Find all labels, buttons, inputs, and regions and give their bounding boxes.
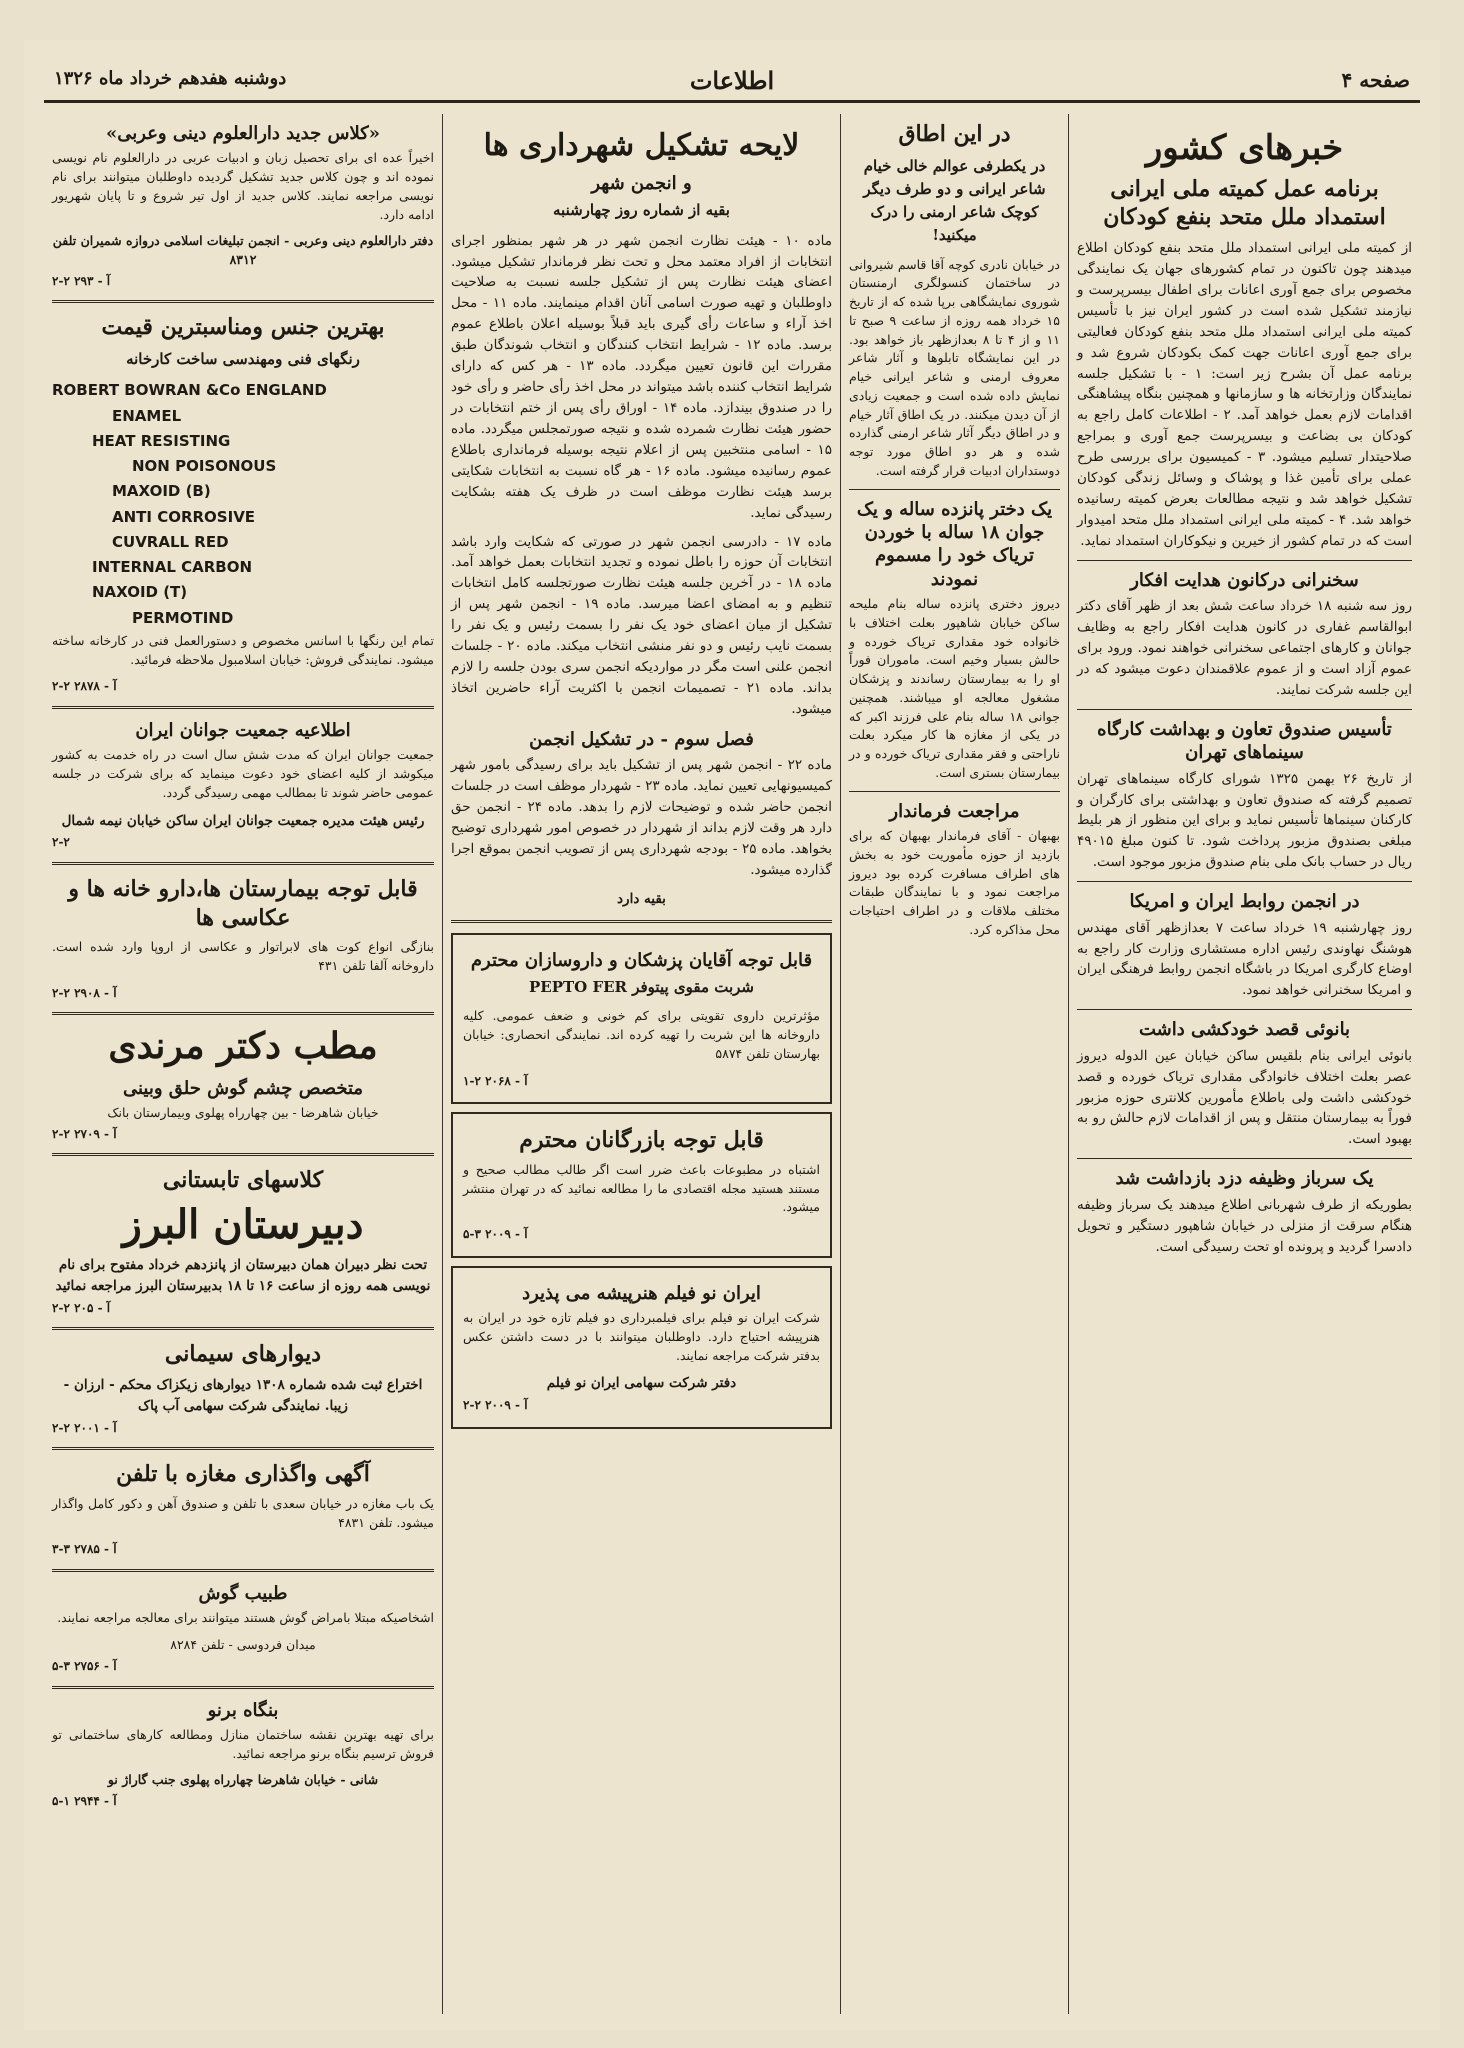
advertisement (451, 1266, 832, 1429)
ad-body: اشخاصیکه مبتلا بامراض گوش هستند میتوانند برای معالجه مراجعه نمایند. (57, 1610, 434, 1626)
ad-body: شرکت ایران نو فیلم برای فیلمبرداری دو فیلم تازه خود در ایران به هنرپیشه احتیاج دارد. داوطلبان میتوانند با در دست داشتن عکس بدفتر شرکت مراجعه نمایند. (463, 1310, 820, 1363)
ad-code: آ - ۲۰۶۸ ۲-۱ (463, 1073, 528, 1088)
ad-address: خیابان شاهرضا - بین چهارراه پهلوی وبیمارستان بانک (107, 1104, 379, 1120)
ad-subtitle: رنگهای فنی ومهندسی ساخت کارخانه (126, 350, 360, 369)
ad-title: قابل توجه آقایان پزشکان و داروسازان محترم (470, 949, 813, 971)
ad-product: HEAT RESISTING (92, 431, 231, 450)
newspaper-page (24, 40, 1440, 2030)
advertisement (52, 1582, 434, 1675)
ad-title: بهترین جنس ومناسبترین قیمت (101, 314, 385, 341)
ad-code: آ - ۲۰۰۱ ۲-۲ (52, 1420, 117, 1435)
article-subheadline: در یکطرفی عوالم خالی خیام شاعر ایرانی و دو طرف دیگر کوچک شاعر ارمنی را درک میکنید! (863, 156, 1046, 245)
article-subheadline: و انجمن شهر (591, 173, 692, 194)
divider (52, 1569, 434, 1572)
ad-code: آ - ۲۷۵۶ ۳-۵ (52, 1658, 117, 1673)
divider (52, 1327, 434, 1330)
ad-code: آ - ۲۰۰۹ ۳-۵ (463, 1227, 528, 1242)
ad-address: شانی - خیابان شاهرضا چهارراه پهلوی جنب گاراژ نو (107, 1772, 379, 1788)
ad-product: CUVRALL RED (112, 532, 229, 551)
article-headline: در انجمن روابط ایران و امریکا (1129, 891, 1360, 913)
ad-body: جمعیت جوانان ایران که مدت شش سال است در راه خدمت به کشور میکوشد از کلیه اعضای خود دعوت مینماید که برای شرکت در جلسه عمومی حاضر شوند تا بمطالب مهمی رسیدگی گردد. (52, 747, 434, 800)
ad-title: مطب دکتر مرندی (108, 1025, 378, 1068)
ad-signature: رئیس هیئت مدیره جمعیت جوانان ایران ساکن خیابان نیمه شمال (61, 812, 425, 829)
divider (1077, 560, 1412, 561)
ad-title: قابل توجه بیمارستان ها،دارو خانه ها و عکاسی ها (68, 876, 418, 931)
news-column (1068, 114, 1420, 2014)
divider (52, 300, 434, 303)
advertisement (52, 1025, 434, 1143)
article-body: در خیابان نادری کوچه آقا قاسم شیروانی در ساختمان کنسولگری ارمنستان شوروی نمایشگاهی برپا شده که از تاریخ ۱۵ خرداد همه روزه از ساعت ۹ صبح تا ۱۱ و از ۴ تا ۸ بعدازظهر باز خواهد بود. در این نمایشگاه تابلوها و آثار شاعر معروف ارمنی و شاعر ایرانی خیام نمایش داده شده است و جمعیت زیادی از آن دیدن میکنند. در یک اطاق آثار خیام و در اطاق دیگر آثار شاعر ارمنی گذارده شده و هر دو اطاق مورد توجه دوستداران ادبیات قرار گرفته است. (849, 256, 1061, 478)
continuation-note: بقیه از شماره روز چهارشنبه (553, 201, 730, 220)
advertisement (52, 1166, 434, 1317)
ad-title: کلاسهای تابستانی (162, 1167, 324, 1194)
ad-product: MAXOID (B) (112, 482, 211, 501)
article-body: بطوریکه از طرف شهربانی اطلاع میدهند یک سرباز وظیفه هنگام سرقت از منزلی در خیابان شاهپور دستگیر و تحویل دادسرا گردید و پرونده او تحت رسیدگی است. (1077, 1196, 1412, 1255)
ad-body: مؤثرترین داروی تقویتی برای کم خونی و ضعف عمومی. کلیه داروخانه ها این شربت را تهیه کرده اند. نمایندگی انحصاری: خیابان بهارستان تلفن ۵۸۷۴ (463, 1008, 820, 1061)
newspaper-title: اطلاعات (689, 66, 775, 95)
divider (52, 1686, 434, 1689)
divider (1077, 709, 1412, 710)
ad-signature: دفتر شرکت سهامی ایران نو فیلم (546, 1375, 737, 1392)
divider (1077, 881, 1412, 882)
ad-body: یک باب مغازه در خیابان سعدی با تلفن و صندوق آهن و دکور کامل واگذار میشود. تلفن ۴۸۳۱ (52, 1495, 434, 1530)
divider (849, 489, 1060, 490)
page-number: صفحه ۴ (1341, 68, 1410, 92)
ads-column (44, 114, 442, 2014)
article-section-heading: فصل سوم - در تشکیل انجمن (529, 728, 754, 750)
divider (849, 791, 1060, 792)
divider (1077, 1009, 1412, 1010)
article-headline: بانوئی قصد خودکشی داشت (1138, 1019, 1351, 1041)
advertisement (451, 1112, 832, 1257)
advertisement (451, 933, 832, 1104)
ad-code: آ - ۲۸۷۸ ۲-۲ (52, 679, 117, 694)
advertisement (52, 719, 434, 852)
divider (52, 1447, 434, 1450)
divider (52, 1012, 434, 1015)
advertisement (52, 875, 434, 1002)
ad-code: آ - ۲۷۰۹ ۲-۲ (52, 1126, 117, 1141)
ad-brand: ROBERT BOWRAN &Co ENGLAND (52, 381, 327, 400)
news-column (442, 114, 840, 2014)
ad-code: آ - ۲۷۸۵ ۳-۳ (52, 1542, 117, 1557)
ad-product: NON POISONOUS (132, 457, 277, 476)
article-body: از کمیته ملی ایرانی استمداد ملل متحد بنفع کودکان اطلاع میدهند چون تاکنون در تمام کشورهای جهان یک نمایندگی مخصوص برای جمع آوری اعانات برای اطفال بیسرپرست و نیازمند تشکیل شده است در کشور ایران نیز با تأسیس کمیته ملی ایرانی استمداد ملل متحد بنفع کودکان فعالیتی برای جمع آوری اعانات جهت کمک بکودکان شروع شد و برنامه عمل آن بشرح زیر است: ۱ - با تشکیل جلسه نمایندگان وزارتخانه ها و سازمانها و همچنین بنگاه پیشاهنگی اقدامات لازم بعمل خواهد آمد. ۲ - اطلاعات کامل راجع به کودکان بی بضاعت و بیسرپرست جمع آوری و بمراجع صلاحیتدار تسلیم میشود. ۳ - کمیسیون برای بررسی طرح عملی برای تأمین غذا و پوشاک و وسائل زندگی کودکان تشکیل خواهد شد و نتیجه مطالعات بعرض کمیته رسانیده خواهد شد. ۴ - کمیته ملی ایرانی استمداد ملل متحد امیدوار است که در تمام کشور از خیرین و نیکوکاران استمداد نماید. (1077, 239, 1412, 549)
article-headline: لایحه تشکیل شهرداری ها (483, 128, 800, 163)
advertisement (52, 1699, 434, 1811)
issue-date: دوشنبه هفدهم خرداد ماه ۱۳۲۶ (54, 68, 287, 89)
ad-code: آ - ۲۰۵ ۲-۲ (52, 1300, 111, 1315)
ad-title: ایران نو فیلم هنرپیشه می پذیرد (522, 1282, 761, 1304)
ad-code: آ - ۲۹۳ ۲-۲ (52, 273, 111, 288)
ad-code: آ - ۲۹۴۴ ۱-۵ (52, 1794, 117, 1809)
divider (52, 706, 434, 709)
ad-headline: دبیرستان البرز (122, 1200, 364, 1248)
advertisement (52, 1460, 434, 1559)
article-body: ماده ۱۰ - هیئت نظارت انجمن شهر در هر شهر بمنظور اجرای انتخابات از افراد معتمد محل و تحت نظر فرماندار تشکیل میشود. اعضای هیئت نظارت پس از تشکیل جلسه نسبت به صلاحیت داوطلبان و تهیه صورت اسامی آنان اقدام مینمایند. ماده ۱۱ - محل اخذ آراء و ساعات رأی گیری باید قبلاً بوسیله اعلان باطلاع عموم برسد. ماده ۱۲ - شرایط انتخاب کنندگان و انتخاب شوندگان طبق مقررات این قانون تعیین میگردد. ماده ۱۳ - هر کس که دارای شرایط انتخاب کننده باشد میتواند در محل اخذ رأی حاضر و رأی خود را در صندوق بیندازد. ماده ۱۴ - اوراق رأی پس از ختم انتخابات در حضور هیئت نظارت شمرده شده و نتیجه صورتمجلس میگردد. ماده ۱۵ - اسامی منتخبین پس از اعلام نتیجه بوسیله فرمانداری باطلاع عموم رسانیده میشود. ماده ۱۶ - هر گاه نسبت به انتخابات شکایتی برسد هیئت نظارت موظف است در ظرف یک هفته بشکایت رسیدگی نماید. (451, 232, 833, 521)
ad-body: تمام این رنگها با اسانس مخصوص و دستورالعمل فنی در کارخانه ساخته میشود. نمایندگی فروش: خیابان اسلامبول ملاحظه فرمائید. (52, 632, 434, 667)
article-headline: یک دختر پانزده ساله و یک جوان ۱۸ ساله با خوردن تریاک خود را مسموم نمودند (856, 498, 1053, 590)
article-headline: سخنرانی درکانون هدایت افکار (1130, 569, 1359, 591)
ad-body: تحت نظر دبیران همان دبیرستان از پانزدهم خرداد مفتوح برای نام نویسی همه روزه از ساعت ۱۶ تا ۱۸ بدبیرستان البرز مراجعه نمائید (55, 1256, 431, 1294)
article-body: دیروز دختری پانزده ساله بنام ملیحه ساکن خیابان شاهپور بعلت اختلاف با خانواده خود مقداری تریاک خورده و حالش بسیار وخیم است. ماموران فوراً او را به بیمارستان رساندند و پزشکان مشغول معالجه او میباشند. همچنین جوانی ۱۸ ساله بنام علی فرزند اکبر که در یکی از مغازه ها کار میکرد بعلت ناراحتی و فقر مقداری تریاک خورده و در بیمارستان بستری است. (849, 596, 1060, 780)
divider (52, 1153, 434, 1156)
ad-title: آگهی واگذاری مغازه با تلفن (116, 1461, 370, 1488)
ad-title: قابل توجه بازرگانان محترم (519, 1127, 764, 1154)
masthead-bar (44, 62, 1420, 103)
ad-product: ENAMEL (112, 406, 182, 425)
ad-product: INTERNAL CARBON (92, 558, 253, 577)
article-body: بهبهان - آقای فرماندار بهبهان که برای بازدید از حوزه مأموریت خود به بخش های اطراف مسافرت کرده بود دیروز مراجعت نمود و با نمایندگان طبقات مختلف ملاقات و در اطراف احتیاجات محل مذاکره کرد. (849, 828, 1060, 937)
ad-title: اطلاعیه جمعیت جوانان ایران (135, 719, 351, 741)
ad-title: دیوارهای سیمانی (164, 1341, 322, 1368)
ad-title: طبیب گوش (198, 1583, 288, 1605)
ad-product: PERMOTIND (132, 608, 234, 627)
article-headline: در این اطاق (898, 121, 1011, 147)
article-body: ماده ۲۲ - انجمن شهر پس از تشکیل باید برای رسیدگی بامور شهر کمیسیونهایی تعیین نماید. ماده ۲۳ - شهردار موظف است در جلسات انجمن حاضر شده و توضیحات لازم را بدهد. ماده ۲۴ - انجمن حق دارد هر وقت لازم بداند از شهردار در خصوص امور شهرداری توضیح بخواهد. ماده ۲۵ - بودجه شهرداری پس از تصویب انجمن بموقع اجرا گذارده میشود. (451, 757, 832, 878)
ad-body: بنازگی انواع کوت های لابراتوار و عکاسی از اروپا وارد شده است. داروخانه آلفا تلفن ۴۳۱ (52, 939, 434, 974)
ad-body: اخیراً عده ای برای تحصیل زبان و ادبیات عربی در دارالعلوم نام نویسی نموده اند و چون کلاس جدید تشکیل گردیده داوطلبان میتوانند برای نام نویسی مراجعه نمایند. کلاس جدید از اول تیر شروع و تا پایان شهریور ادامه دارد. (52, 150, 434, 222)
advertisement (52, 122, 434, 290)
ad-body: اشتباه در مطبوعات باعث ضرر است اگر طالب مطالب صحیح و مستند هستید مجله اقتصادی ما را مطالعه نمائید که در تهران منتشر میشود. (463, 1161, 820, 1215)
section-title: خبرهای کشور (1145, 128, 1344, 168)
ad-code: آ - ۲۹۰۸ ۲-۲ (52, 985, 117, 1000)
news-column (840, 114, 1068, 2014)
ad-product: NAXOID (T) (92, 583, 188, 602)
ad-subtitle: شربت مقوی پیتوفر PEPTO FER (529, 978, 754, 997)
ad-title: بنگاه برنو (207, 1699, 279, 1721)
article-body: ماده ۱۷ - دادرسی انجمن شهر در صورتی که شکایت وارد باشد انتخابات آن حوزه را باطل نموده و تجدید انتخابات بعمل خواهد آمد. ماده ۱۸ - در آخرین جلسه هیئت نظارت صورتجلسه کامل انتخابات تنظیم و به امضای اعضا میرسد. ماده ۱۹ - انجمن شهر پس از تشکیل از میان اعضای خود یک نفر را بسمت رئیس و یک نفر را بسمت نایب رئیس و دو نفر منشی انتخاب میکند. ماده ۲۰ - جلسات انجمن علنی است مگر در مواردیکه انجمن سری بودن جلسه را لازم بداند. ماده ۲۱ - تصمیمات انجمن با اکثریت آراء حاضرین اتخاذ میشود. (451, 533, 832, 717)
article-headline: مراجعت فرماندار (889, 800, 1020, 822)
article-body: روز چهارشنبه ۱۹ خرداد ساعت ۷ بعدازظهر آقای مهندس هوشنگ نهاوندی رئیس اداره مستشاری وزارت کار راجع به اوضاع کارگری امریکا در باشگاه انجمن روابط فرهنگی ایران و امریکا سخنرانی خواهد نمود. (1077, 919, 1412, 999)
ad-code: ۲-۲ (52, 835, 70, 850)
advertisement (52, 1340, 434, 1437)
article-headline: تأسیس صندوق تعاون و بهداشت کارگاه سینماهای تهران (1097, 718, 1392, 764)
article-body: بانوئی ایرانی بنام بلقیس ساکن خیابان عین الدوله دیروز عصر بعلت اختلاف خانوادگی مقداری تریاک خورده و قصد خودکشی داشت ولی باطلاع مأمورین کلانتری حوزه مزبور فوراً به بیمارستان منتقل و پس از اقدامات لازم حالش رو به بهبود است. (1077, 1047, 1412, 1148)
ad-product: ANTI CORROSIVE (112, 507, 256, 526)
ad-title: «کلاس جدید دارالعلوم دینی وعربی» (106, 123, 380, 144)
ad-address: میدان فردوسی - تلفن ۸۲۸۴ (170, 1637, 316, 1653)
divider (1077, 1158, 1412, 1159)
ad-body: اختراع ثبت شده شماره ۱۳۰۸ دیوارهای زیکزاک محکم - ارزان - زیبا. نمایندگی شرکت سهامی آب پاک (63, 1376, 423, 1414)
ad-address: دفتر دارالعلوم دینی وعربی - انجمن تبلیغات اسلامی دروازه شمیران تلفن ۸۳۱۲ (52, 233, 434, 268)
advertisement (52, 313, 434, 695)
divider (451, 920, 832, 923)
divider (52, 862, 434, 865)
ad-subtitle: متخصص چشم گوش حلق وبینی (122, 1077, 364, 1099)
ad-code: آ - ۲۰۰۹ ۲-۲ (463, 1398, 528, 1413)
article-headline: برنامه عمل کمیته ملی ایرانی استمداد ملل متحد بنفع کودکان (1103, 175, 1386, 231)
article-body: از تاریخ ۲۶ بهمن ۱۳۲۵ شورای کارگاه سینماهای تهران تصمیم گرفته که صندوق تعاون و بهداشتی برای کارگران و کارکنان سینماها تأسیس نماید و برای این منظور از هر بلیط مبلغی بصندوق مزبور پرداخت شود. تا کنون مبلغ ۴۹۰۱۵ ریال در حساب بانک ملی بنام صندوق مزبور موجود است. (1077, 770, 1412, 871)
ad-body: برای تهیه بهترین نقشه ساختمان منازل ومطالعه کارهای ساختمانی تو فروش ترسیم بنگاه برنو مراجعه نمائید. (52, 1726, 434, 1761)
article-headline: یک سرباز وظیفه دزد بازداشت شد (1115, 1168, 1374, 1190)
article-body: روز سه شنبه ۱۸ خرداد ساعت شش بعد از ظهر آقای دکتر ابوالقاسم غفاری در کانون هدایت افکار راجع به وظایف جوانان و کارهای اجتماعی سخنرانی خواهند نمود. ورود برای عموم آزاد است و از عموم علاقمندان دعوت میشود که در این جلسه شرکت نمایند. (1077, 598, 1413, 698)
continued-note: بقیه دارد (617, 890, 666, 907)
